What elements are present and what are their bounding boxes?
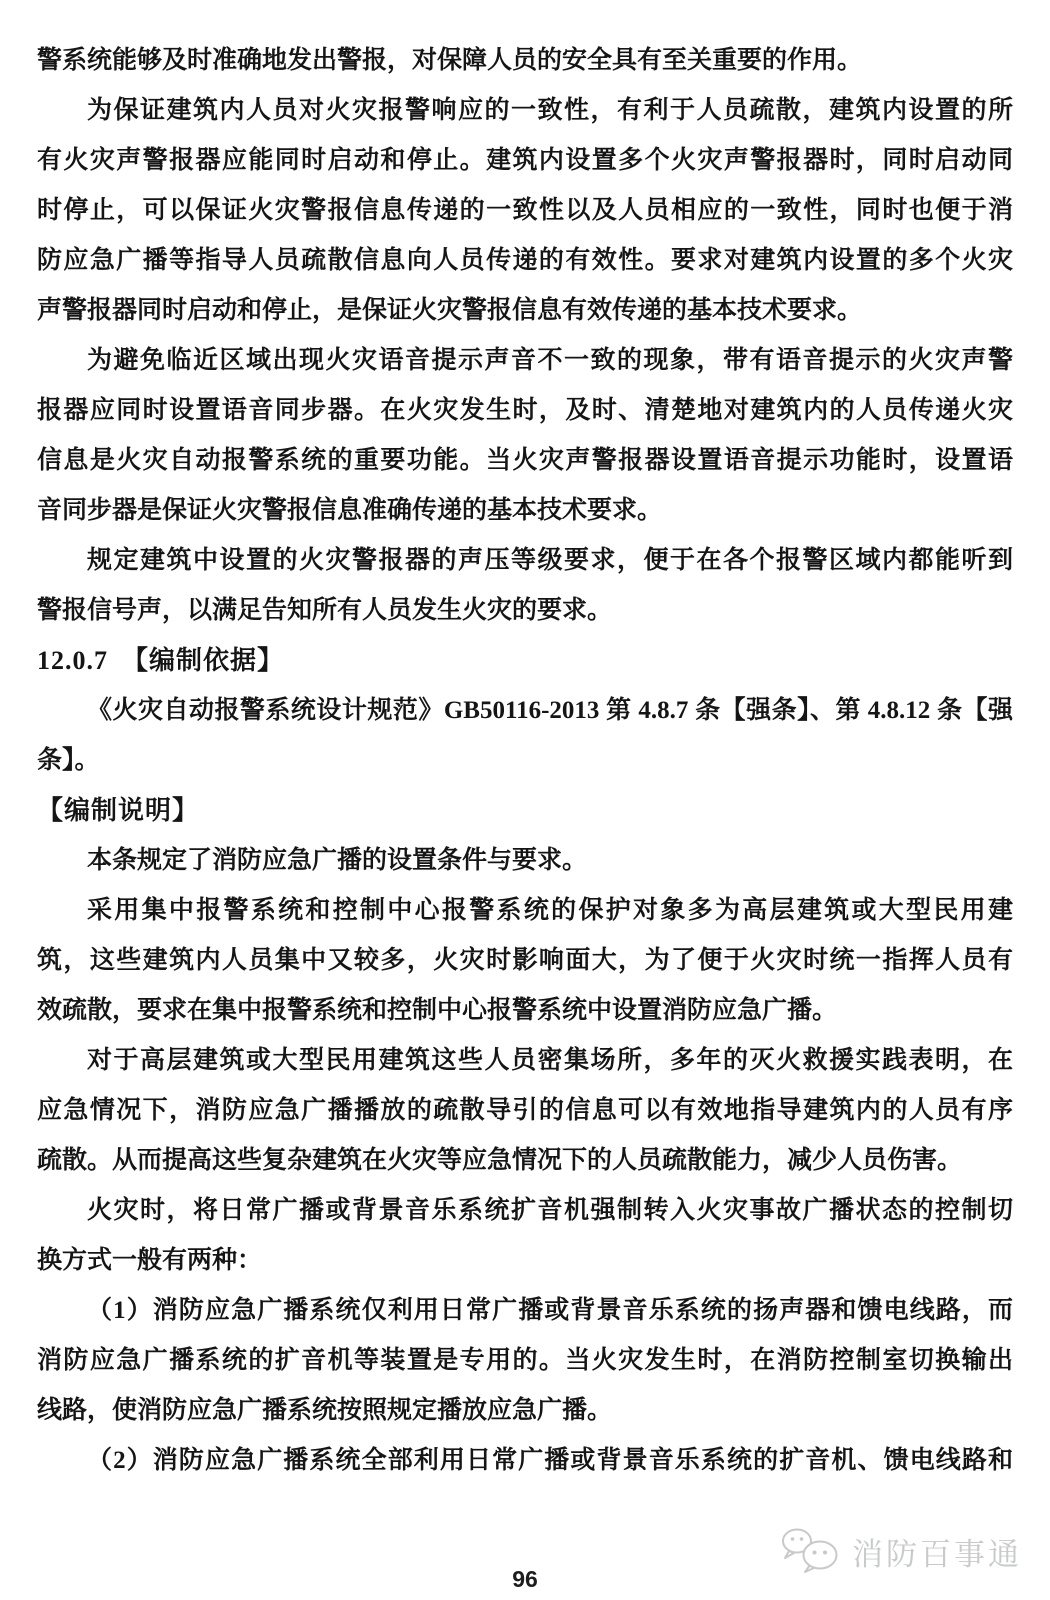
text-line: 音同步器是保证火灾警报信息准确传递的基本技术要求。 (37, 497, 663, 524)
text-line: 有火灾声警报器应能同时启动和停止。建筑内设置多个火灾声警报器时，同时启动同 (37, 147, 1013, 174)
text-line: 效疏散，要求在集中报警系统和控制中心报警系统中设置消防应急广播。 (37, 997, 838, 1024)
text-line: 为保证建筑内人员对火灾报警响应的一致性，有利于人员疏散，建筑内设置的所 (87, 97, 1013, 124)
text-line: 线路，使消防应急广播系统按照规定播放应急广播。 (37, 1397, 613, 1424)
text-line: 声警报器同时启动和停止，是保证火灾警报信息有效传递的基本技术要求。 (37, 297, 863, 324)
text-line: 警报信号声，以满足告知所有人员发生火灾的要求。 (37, 597, 613, 624)
text-line: 时停止，可以保证火灾警报信息传递的一致性以及人员相应的一致性，同时也便于消 (37, 197, 1013, 224)
text-line: 条】。 (37, 747, 100, 774)
text-line: 筑，这些建筑内人员集中又较多，火灾时影响面大，为了便于火灾时统一指挥人员有 (37, 947, 1013, 974)
text-line: 火灾时，将日常广播或背景音乐系统扩音机强制转入火灾事故广播状态的控制切 (87, 1197, 1013, 1224)
text-line: 对于高层建筑或大型民用建筑这些人员密集场所，多年的灭火救援实践表明，在 (87, 1047, 1013, 1074)
text-line: 消防应急广播系统的扩音机等装置是专用的。当火灾发生时，在消防控制室切换输出 (37, 1347, 1013, 1374)
text-line: 应急情况下，消防应急广播播放的疏散导引的信息可以有效地指导建筑内的人员有序 (37, 1097, 1013, 1124)
text-line: 警系统能够及时准确地发出警报，对保障人员的安全具有至关重要的作用。 (37, 47, 863, 74)
page-number: 96 (512, 1566, 538, 1592)
page-footer (0, 1566, 1050, 1593)
text-line: 本条规定了消防应急广播的设置条件与要求。 (87, 847, 588, 874)
text-line: 防应急广播等指导人员疏散信息向人员传递的有效性。要求对建筑内设置的多个火灾 (37, 247, 1013, 274)
text-line: 换方式一般有两种： (37, 1247, 263, 1274)
text-line: 疏散。从而提高这些复杂建筑在火灾等应急情况下的人员疏散能力，减少人员伤害。 (37, 1147, 963, 1174)
text-line: 信息是火灾自动报警系统的重要功能。当火灾声警报器设置语音提示功能时，设置语 (37, 447, 1013, 474)
text-line: （2）消防应急广播系统全部利用日常广播或背景音乐系统的扩音机、馈电线路和 (87, 1447, 1013, 1474)
watermark-text: 消防百事通 (852, 1536, 1022, 1572)
text-line: 报器应同时设置语音同步器。在火灾发生时，及时、清楚地对建筑内的人员传递火灾 (37, 397, 1013, 424)
document-body (37, 36, 1013, 1486)
text-line: 为避免临近区域出现火灾语音提示声音不一致的现象，带有语音提示的火灾声警 (87, 347, 1013, 374)
text-line: 采用集中报警系统和控制中心报警系统的保护对象多为高层建筑或大型民用建 (87, 897, 1013, 924)
text-line: 《火灾自动报警系统设计规范》GB50116-2013 第 4.8.7 条【强条】、第 4.8.12 条【强 (87, 697, 1013, 724)
heading-line: 【编制说明】 (37, 796, 200, 825)
text-line: （1）消防应急广播系统仅利用日常广播或背景音乐系统的扬声器和馈电线路，而 (87, 1297, 1013, 1324)
heading-line: 12.0.7 【编制依据】 (37, 646, 285, 675)
text-line: 规定建筑中设置的火灾警报器的声压等级要求，便于在各个报警区域内都能听到 (87, 547, 1013, 574)
